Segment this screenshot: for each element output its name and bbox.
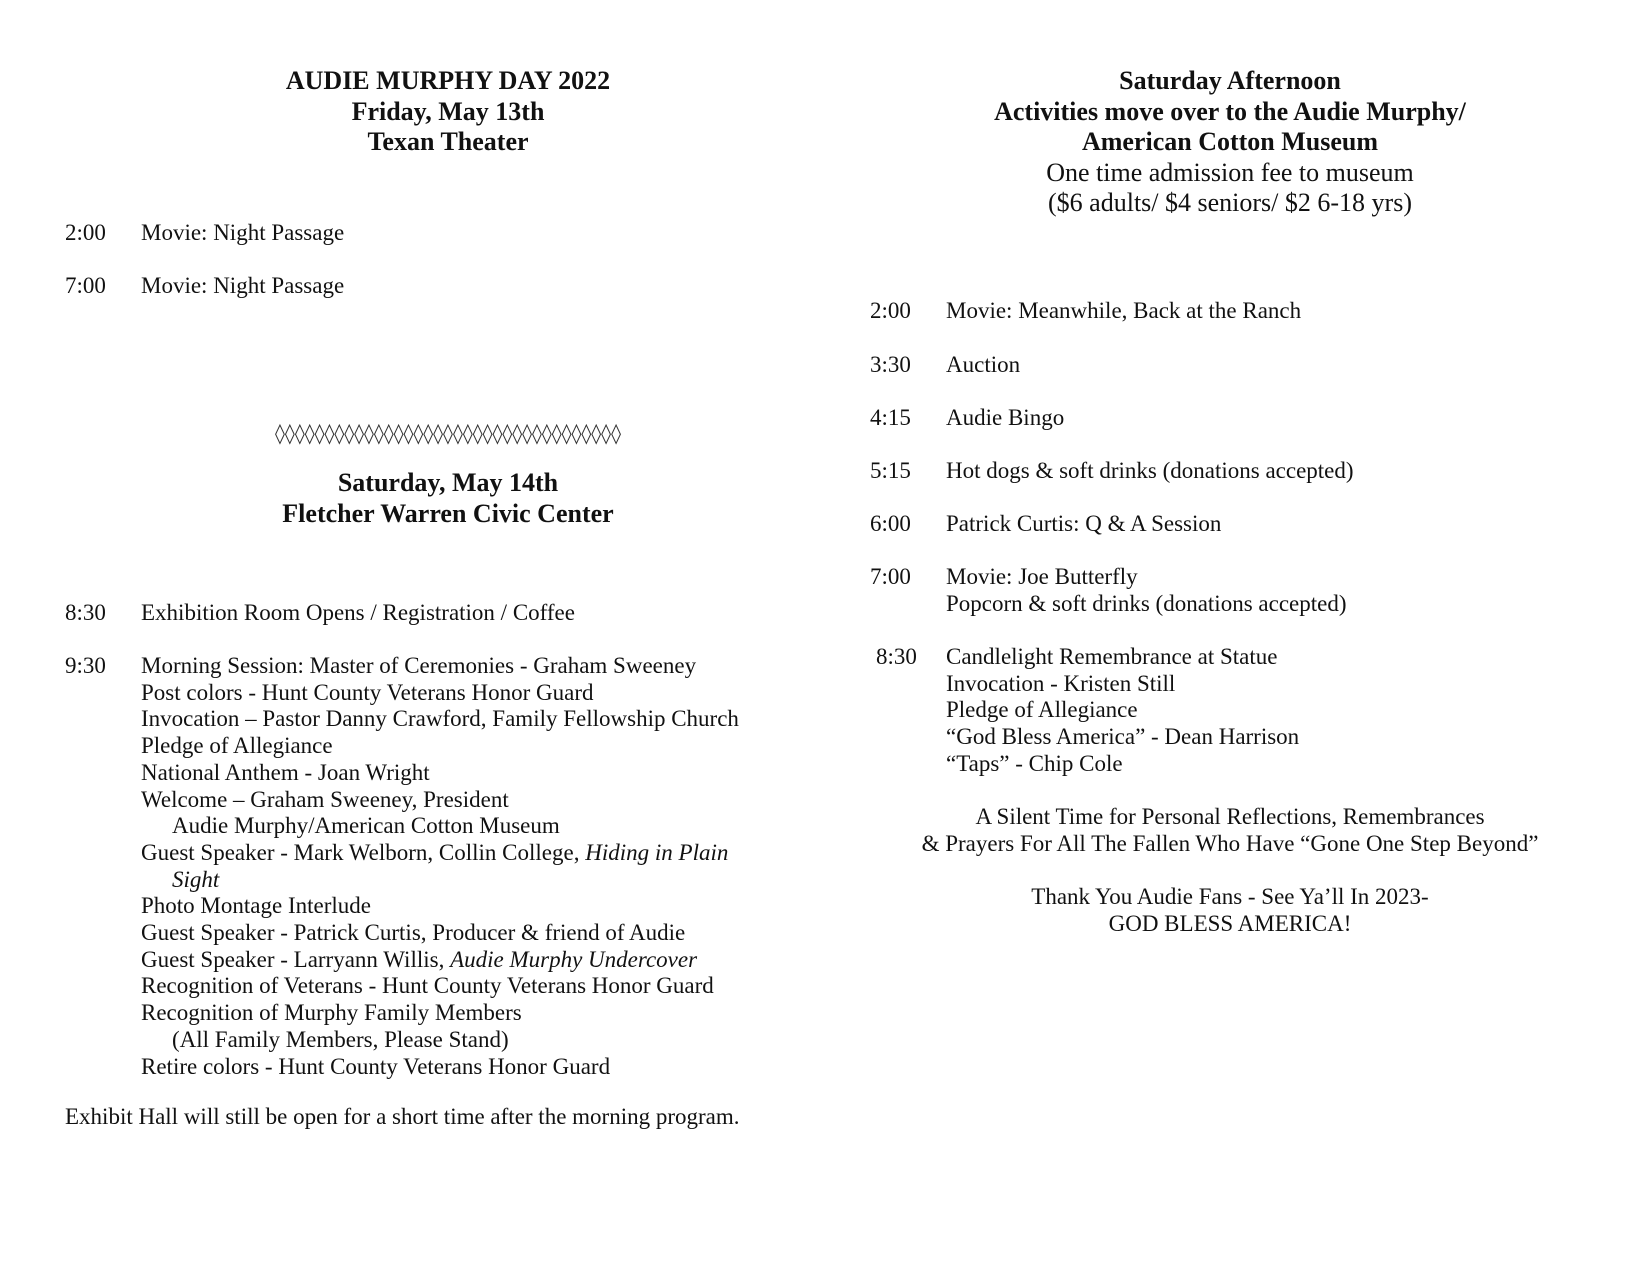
desc-line: Invocation - Kristen Still: [946, 670, 1176, 696]
friday-date: Friday, May 13th: [351, 96, 545, 126]
item-time: 2:00: [65, 220, 106, 245]
program-line: Retire colors - Hunt County Veterans Honor Guard: [141, 1053, 611, 1079]
program-line: Guest Speaker - Patrick Curtis, Producer & friend of Audie: [141, 920, 686, 946]
saturday-venue: Fletcher Warren Civic Center: [282, 498, 614, 528]
closing-message: [830, 884, 1630, 937]
diamond-divider: ◊◊◊◊◊◊◊◊◊◊◊◊◊◊◊◊◊◊◊◊◊◊◊◊◊◊◊◊◊◊◊◊◊◊◊: [275, 421, 621, 445]
desc-line: Pledge of Allegiance: [946, 697, 1138, 723]
candlelight-lines: [946, 644, 1299, 778]
item-time: 5:15: [870, 458, 911, 483]
program-line: Morning Session: Master of Ceremonies - Graham Sweeney: [141, 653, 697, 678]
item-desc: Movie: Night Passage: [141, 220, 345, 245]
god-bless-line: GOD BLESS AMERICA!: [1108, 910, 1352, 936]
morning-session-lines: [141, 653, 739, 1080]
admission-note: One time admission fee to museum: [1046, 157, 1414, 187]
program-line: Guest Speaker - Larryann Willis, Audie Murphy Undercover: [141, 946, 698, 972]
item-time: 8:30: [876, 644, 917, 669]
talk-title: Audie Murphy Undercover: [450, 946, 698, 972]
item-desc: Exhibition Room Opens / Registration / Coffee: [141, 600, 575, 625]
afternoon-title: Saturday Afternoon: [1119, 66, 1341, 95]
saturday-header: [148, 468, 748, 529]
item-time: 7:00: [870, 564, 911, 589]
program-line: National Anthem - Joan Wright: [141, 759, 430, 785]
item-desc: Movie: Night Passage: [141, 273, 345, 298]
item-time: 2:00: [870, 298, 911, 323]
talk-title: Sight: [172, 866, 220, 892]
admission-prices: ($6 adults/ $4 seniors/ $2 6-18 yrs): [1048, 188, 1412, 217]
program-line: Post colors - Hunt County Veterans Honor Guard: [141, 679, 594, 705]
item-time: 9:30: [65, 653, 106, 678]
item-time: 6:00: [870, 511, 911, 536]
item-desc: Patrick Curtis: Q & A Session: [946, 511, 1222, 536]
silent-time-line: A Silent Time for Personal Reflections, Remembrances: [975, 804, 1485, 829]
exhibit-hall-note: Exhibit Hall will still be open for a short time after the morning program.: [65, 1104, 740, 1129]
program-line: Recognition of Murphy Family Members: [141, 1000, 522, 1026]
program-line: Recognition of Veterans - Hunt County Veterans Honor Guard: [141, 973, 714, 999]
item-desc: Hot dogs & soft drinks (donations accepted): [946, 458, 1354, 483]
program-line: Pledge of Allegiance: [141, 733, 333, 759]
item-desc: Auction: [946, 352, 1021, 377]
desc-line: Popcorn & soft drinks (donations accepted): [946, 590, 1347, 616]
friday-header: [148, 66, 748, 158]
item-time: 8:30: [65, 600, 106, 625]
item-desc: Audie Bingo: [946, 405, 1065, 430]
program-line: (All Family Members, Please Stand): [172, 1026, 509, 1052]
program-line: Welcome – Graham Sweeney, President: [141, 786, 509, 812]
item-time: 4:15: [870, 405, 911, 430]
item-time: 3:30: [870, 352, 911, 377]
desc-line: “God Bless America” - Dean Harrison: [946, 724, 1300, 750]
event-title: AUDIE MURPHY DAY 2022: [285, 66, 611, 95]
program-line: Guest Speaker - Mark Welborn, Collin College, Hiding in Plain: [141, 839, 729, 865]
friday-venue: Texan Theater: [367, 127, 529, 156]
item-desc: [946, 564, 1347, 617]
desc-line: Candlelight Remembrance at Statue: [946, 644, 1278, 669]
item-desc: Movie: Meanwhile, Back at the Ranch: [946, 298, 1302, 323]
program-line: Photo Montage Interlude: [141, 893, 371, 919]
program-line: [141, 867, 739, 894]
afternoon-location-line2: American Cotton Museum: [1081, 127, 1379, 156]
afternoon-location-line1: Activities move over to the Audie Murphy/: [994, 96, 1466, 126]
afternoon-header: [880, 66, 1580, 219]
desc-line: Movie: Joe Butterfly: [946, 564, 1138, 589]
silent-time-line: & Prayers For All The Fallen Who Have “Gone One Step Beyond”: [921, 830, 1539, 856]
thank-you-line: Thank You Audie Fans - See Ya’ll In 2023-: [1031, 884, 1429, 909]
program-line: Audie Murphy/American Cotton Museum: [172, 813, 560, 839]
program-line: Invocation – Pastor Danny Crawford, Family Fellowship Church: [141, 706, 739, 732]
item-time: 7:00: [65, 273, 106, 298]
silent-time-note: [830, 804, 1630, 857]
saturday-date: Saturday, May 14th: [337, 468, 559, 497]
desc-line: “Taps” - Chip Cole: [946, 750, 1123, 776]
talk-title: Hiding in Plain: [585, 839, 729, 865]
